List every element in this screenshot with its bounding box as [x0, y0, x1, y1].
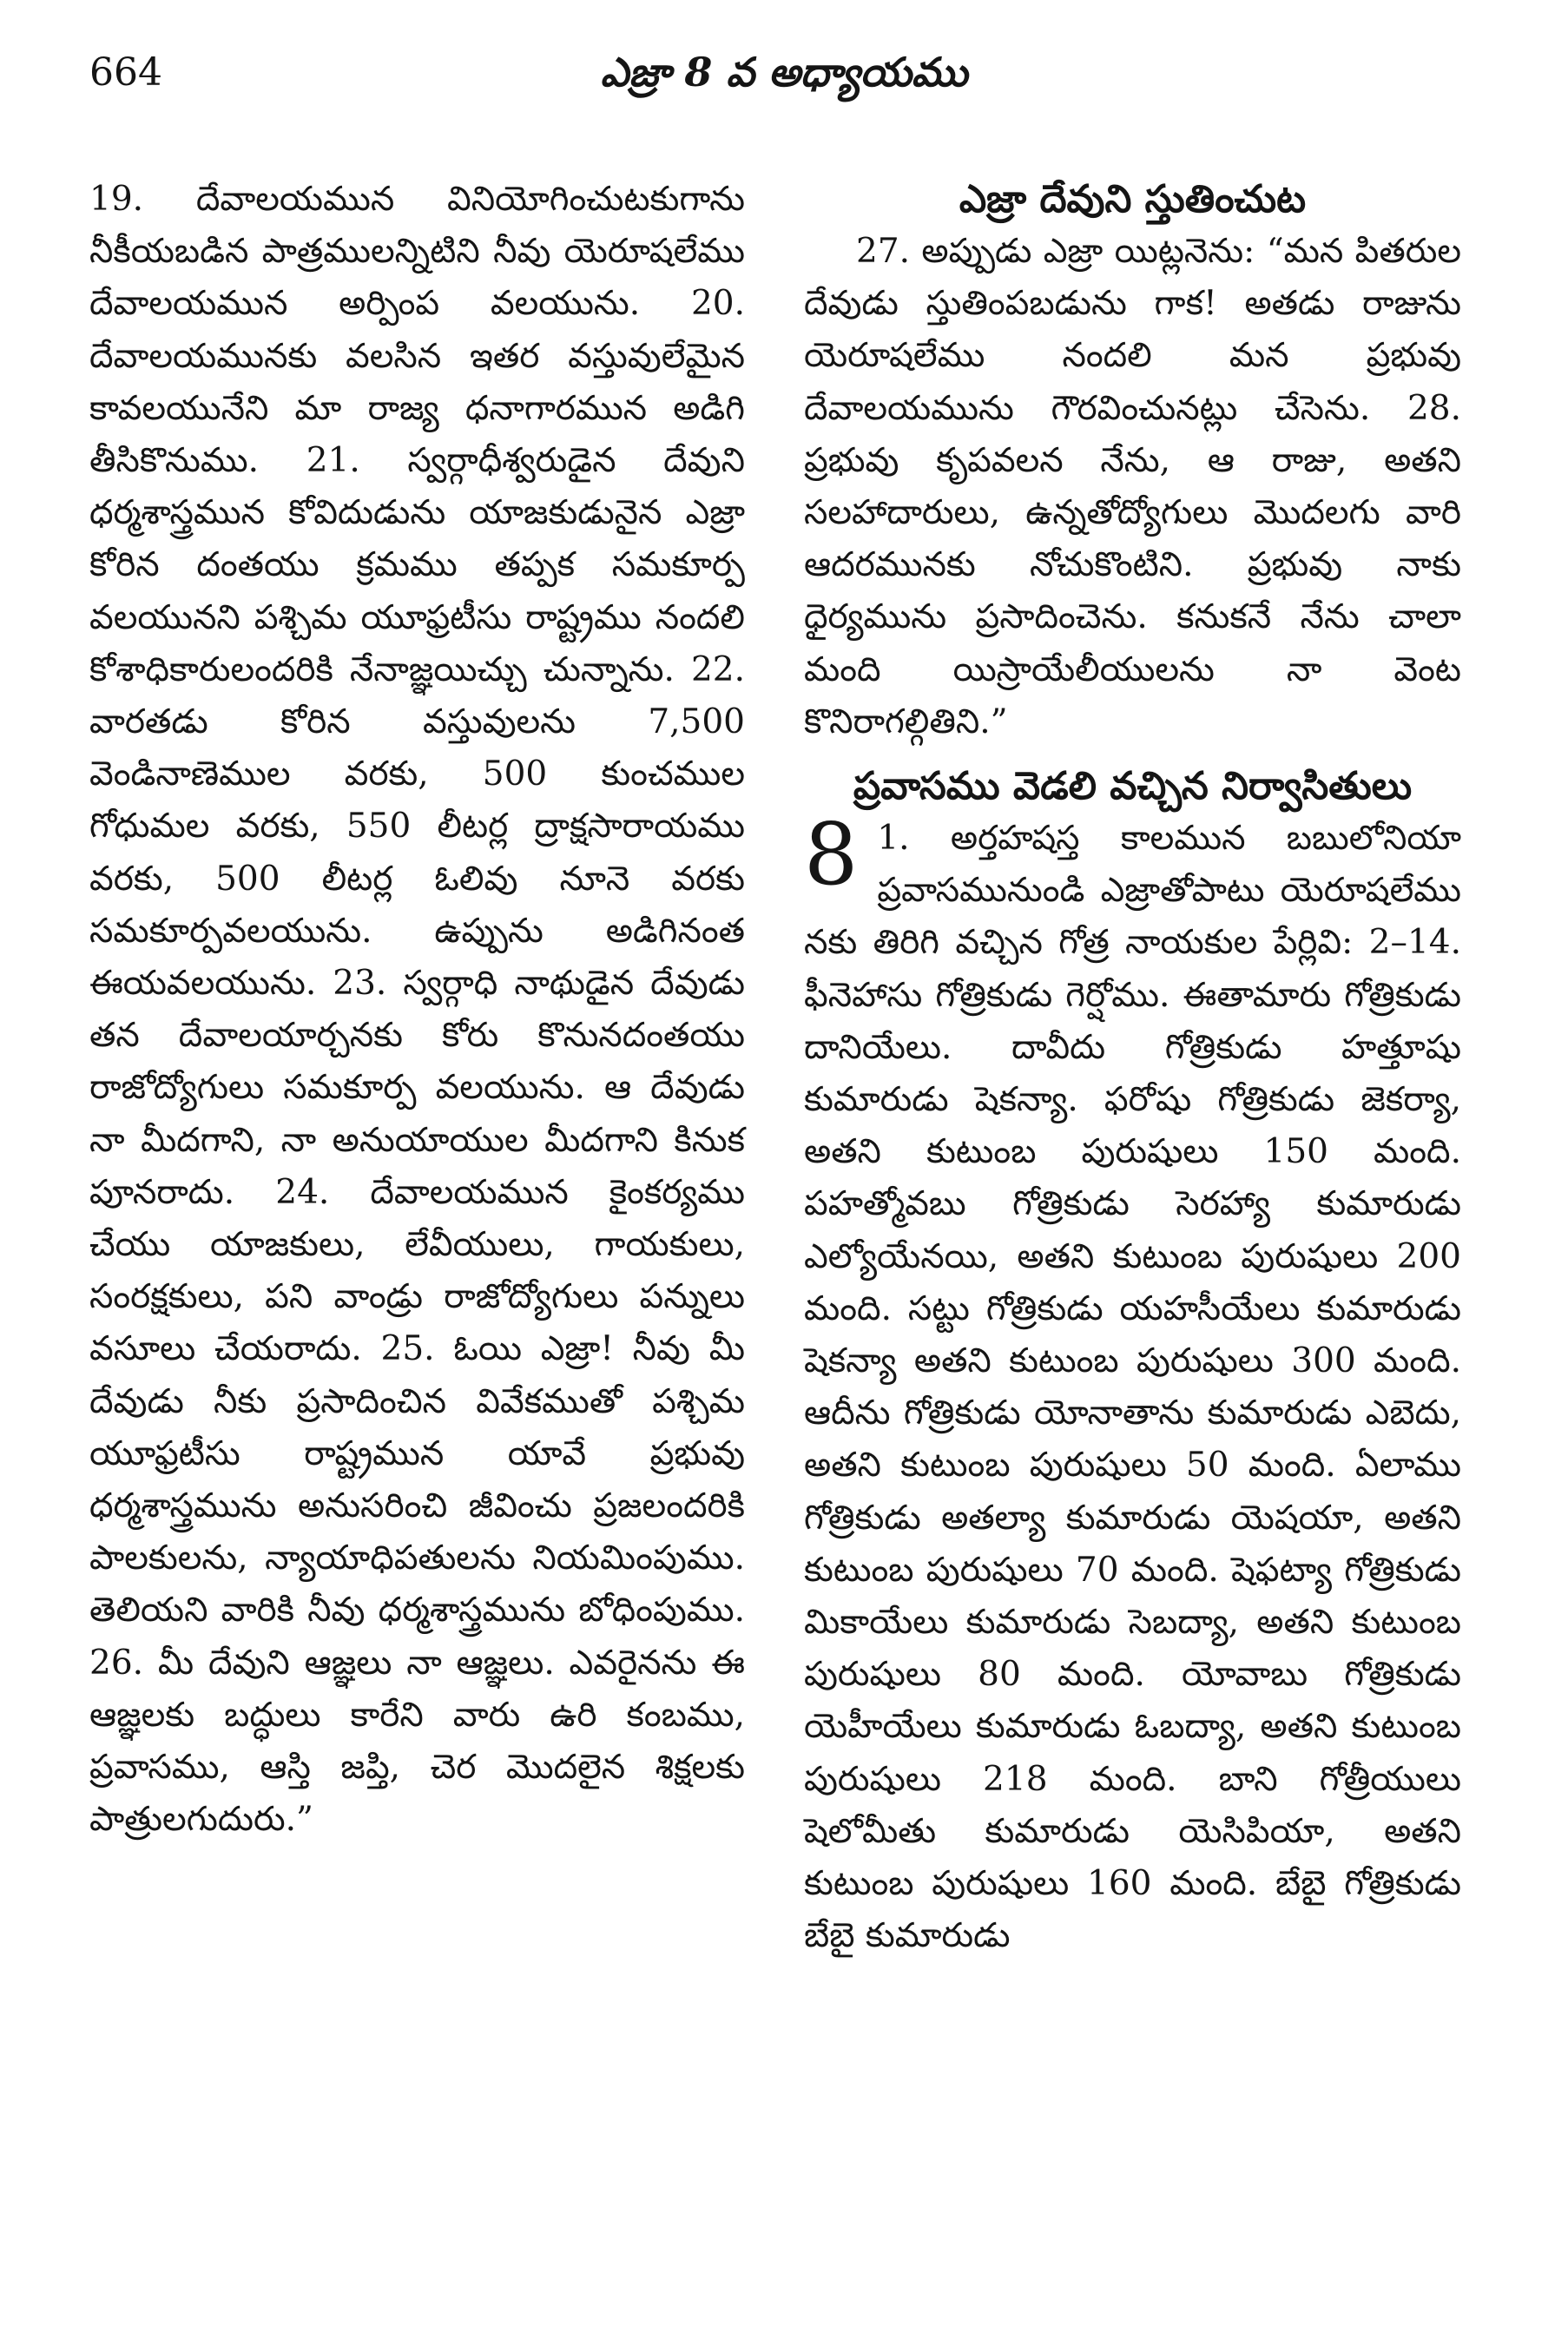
- running-title: ఎజ్రా 8 వ అధ్యాయము: [600, 49, 968, 96]
- chapter-paragraph: [804, 806, 1461, 1962]
- returnees-text: 1. అర్తహషస్త కాలమున బబులోనియా ప్రవాసమునుండి ఎజ్రాతోపాటు యెరూషలేము నకు తిరిగి వచ్చిన గోత్ర నాయకుల పేర్లివి: 2–14. ఫీనెహాసు గోత్రికుడు గెర్షోము. ఈతామారు గోత్రికుడు దానియేలు. దావీదు గోత్రికుడు హత్తూషు కుమారుడు షెకన్యా. ఫరోషు గోత్రికుడు జెకర్యా, అతని కుటుంబ పురుషులు 150 మంది. పహత్మోవబు గోత్రికుడు సెరహ్యా కుమారుడు ఎల్యోయేనయి, అతని కుటుంబ పురుషులు 200 మంది. సట్టు గోత్రికుడు యహసీయేలు కుమారుడు షెకన్యా అతని కుటుంబ పురుషులు 300 మంది. ఆదీను గోత్రికుడు యోనాతాను కుమారుడు ఎబెదు, అతని కుటుంబ పురుషులు 50 మంది. ఏలాము గోత్రికుడు అతల్యా కుమారుడు యెషయా, అతని కుటుంబ పురుషులు 70 మంది. షెఫట్యా గోత్రికుడు మికాయేలు కుమారుడు సెబద్యా, అతని కుటుంబ పురుషులు 80 మంది. యోవాబు గోత్రికుడు యెహీయేలు కుమారుడు ఓబద్యా, అతని కుటుంబ పురుషులు 218 మంది. బాని గోత్రీయులు షెలోమీతు కుమారుడు యెసిపియా, అతని కుటుంబ పురుషులు 160 మంది. బేబై గోత్రికుడు బేబై కుమారుడు: [804, 819, 1461, 1956]
- chapter-number: 8: [804, 806, 859, 906]
- section-heading-praise: ఎజ్రా దేవుని స్తుతించుట: [959, 177, 1307, 221]
- left-column: [89, 174, 745, 1847]
- left-column-text: 19. దేవాలయమున వినియోగించుటకుగాను నీకీయబడిన పాత్రములన్నిటిని నీవు యెరూషలేము దేవాలయమున అర్పింప వలయును. 20. దేవాలయమునకు వలసిన ఇతర వస్తువులేమైన కావలయునేని మా రాజ్య ధనాగారమున అడిగి తీసికొనుము. 21. స్వర్గాధీశ్వరుడైన దేవుని ధర్మశాస్త్రమున కోవిదుడును యాజకుడునైన ఎజ్రా కోరిన దంతయు క్రమము తప్పక సమకూర్ప వలయునని పశ్చిమ యూఫ్రటీసు రాష్ట్రము నందలి కోశాధికారులందరికి నేనాజ్ఞయిచ్చు చున్నాను. 22. వారతడు కోరిన వస్తువులను 7,500 వెండినాణెముల వరకు, 500 కుంచముల గోధుమల వరకు, 550 లీటర్ల ద్రాక్షసారాయము వరకు, 500 లీటర్ల ఓలివు నూనె వరకు సమకూర్పవలయును. ఉప్పును అడిగినంత ఈయవలయును. 23. స్వర్గాధి నాథుడైన దేవుడు తన దేవాలయార్చనకు కోరు కొనునదంతయు రాజోద్యోగులు సమకూర్ప వలయును. ఆ దేవుడు నా మీదగాని, నా అనుయాయుల మీదగాని కినుక పూనరాదు. 24. దేవాలయమున కైంకర్యము చేయు యాజకులు, లేవీయులు, గాయకులు, సంరక్షకులు, పని వాండ్రు రాజోద్యోగులు పన్నులు వసూలు చేయరాదు. 25. ఓయి ఎజ్రా! నీవు మీ దేవుడు నీకు ప్రసాదించిన వివేకముతో పశ్చిమ యూఫ్రటీసు రాష్ట్రమున యావే ప్రభువు ధర్మశాస్త్రమును అనుసరించి జీవించు ప్రజలందరికి పాలకులను, న్యాయాధిపతులను నియమింపుము. తెలియని వారికి నీవు ధర్మశాస్త్రమును బోధింపుము. 26. మీ దేవుని ఆజ్ఞలు నా ఆజ్ఞలు. ఎవరైనను ఈ ఆజ్ఞలకు బద్ధులు కారేని వారు ఉరి కంబము, ప్రవాసము, ఆస్తి జప్తి, చెర మొదలైన శిక్షలకు పాత్రులగుదురు.”: [89, 180, 745, 1840]
- page-number: 664: [89, 50, 162, 95]
- section-heading-returnees: ప్రవాసము వెడలి వచ్చిన నిర్వాసితులు: [853, 764, 1413, 809]
- right-column: [804, 174, 1461, 1963]
- section-praise-text: 27. అప్పుడు ఎజ్రా యిట్లనెను: “మన పితరుల దేవుడు స్తుతింపబడును గాక! అతడు రాజును యెరూషలేము నందలి మన ప్రభువు దేవాలయమును గౌరవించునట్లు చేసెను. 28. ప్రభువు కృపవలన నేను, ఆ రాజు, అతని సలహాదారులు, ఉన్నతోద్యోగులు మొదలగు వారి ఆదరమునకు నోచుకొంటిని. ప్రభువు నాకు ధైర్యమును ప్రసాదించెను. కనుకనే నేను చాలా మంది యిస్రాయేలీయులను నా వెంట కొనిరాగల్గితిని.”: [804, 232, 1461, 741]
